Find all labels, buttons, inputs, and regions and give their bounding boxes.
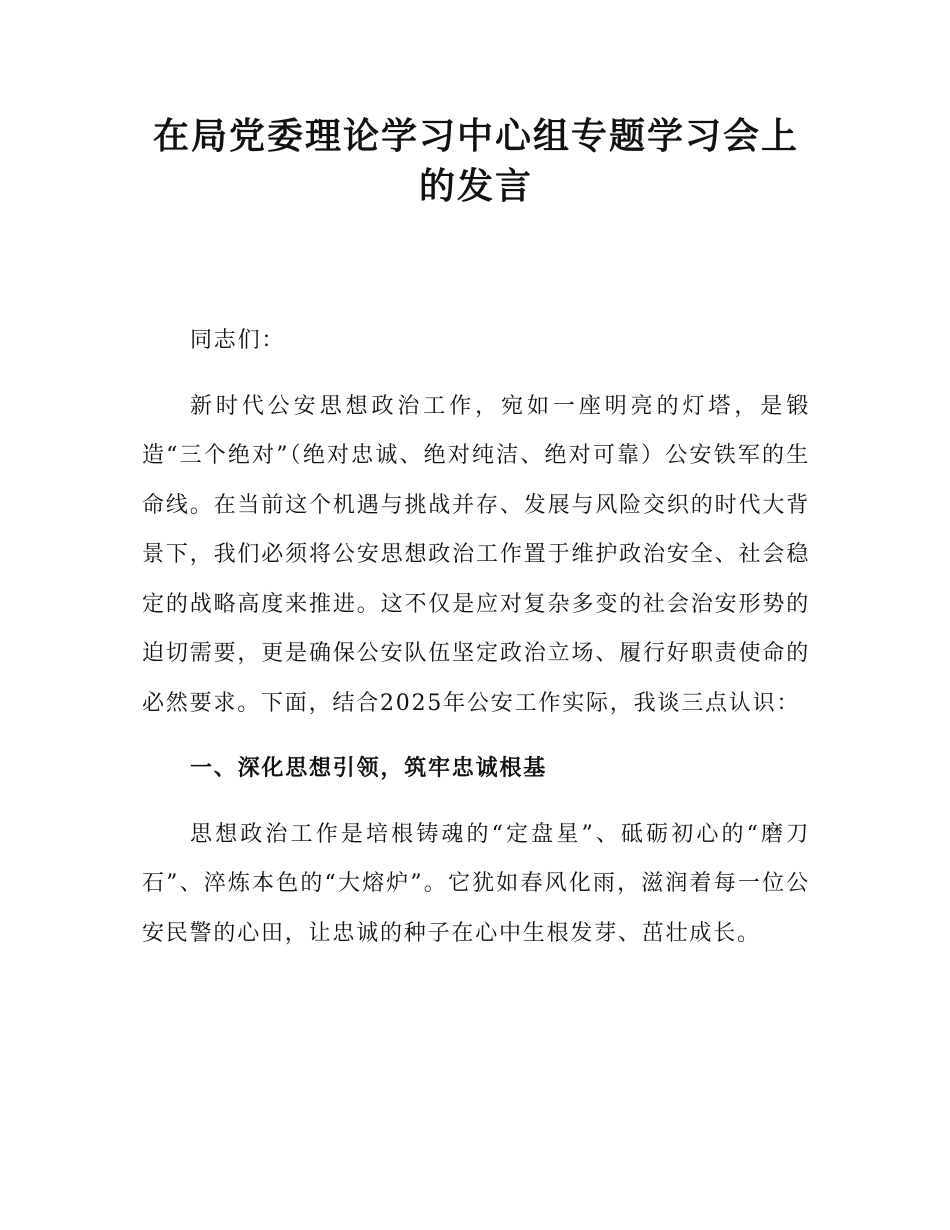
section-paragraph: 思想政治工作是培根铸魂的“定盘星”、砥砺初心的“磨刀石”、淬炼本色的“大熔炉”。它犹如春风化雨，滋润着每一位公安民警的心田，让忠诚的种子在心中生根发芽、茁壮成长。	[142, 821, 810, 946]
section-heading: 一、深化思想引领，筑牢忠诚根基	[190, 756, 548, 781]
salutation: 同志们：	[190, 328, 286, 353]
intro-paragraph: 新时代公安思想政治工作，宛如一座明亮的灯塔，是锻造“三个绝对”（绝对忠诚、绝对纯洁、绝对可靠）公安铁军的生命线。在当前这个机遇与挑战并存、发展与风险交织的时代大背景下，我们必须将公安思想政治工作置于维护政治安全、社会稳定的战略高度来推进。这不仅是应对复杂多变的社会治安形势的迫切需要，更是确保公安队伍坚定政治立场、履行好职责使命的必然要求。下面，结合2025年公安工作实际，我谈三点认识：	[142, 393, 810, 716]
document-title: 在局党委理论学习中心组专题学习会上的发言	[152, 116, 799, 207]
document-page	[142, 112, 810, 974]
